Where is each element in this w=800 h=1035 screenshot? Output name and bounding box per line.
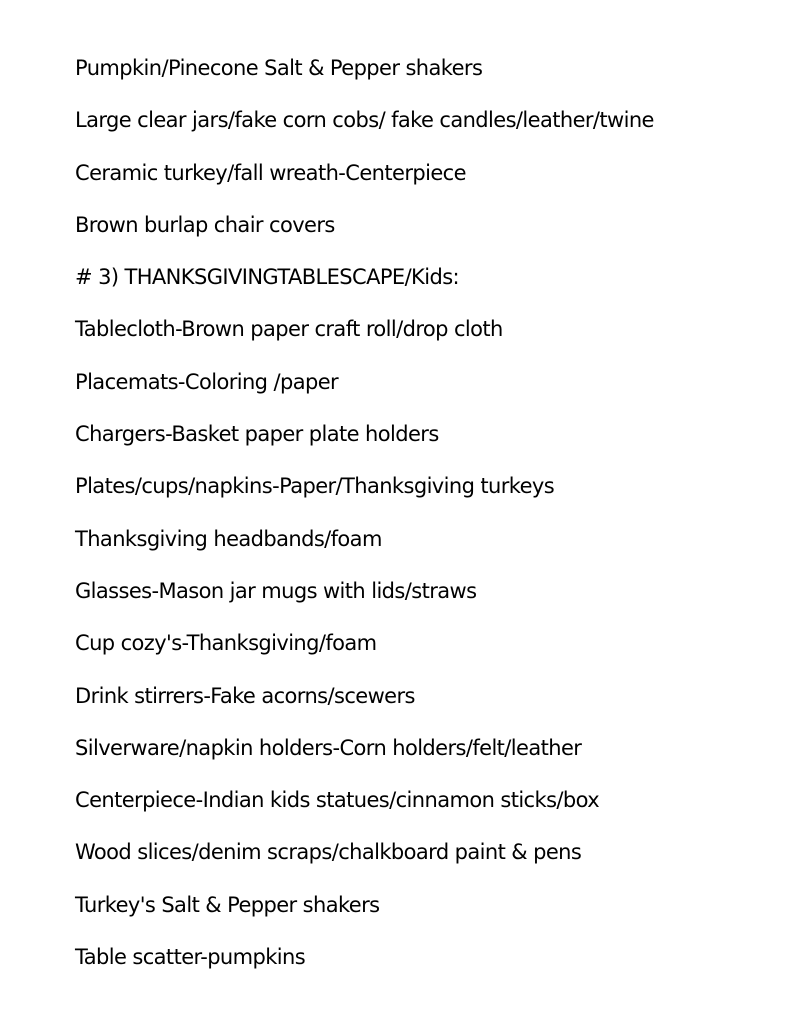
text-line: Table scatter-pumpkins: [75, 945, 306, 970]
text-line: Ceramic turkey/fall wreath-Centerpiece: [75, 160, 466, 185]
text-line: Brown burlap chair covers: [75, 212, 335, 237]
text-line: Turkey's Salt & Pepper shakers: [75, 892, 380, 917]
text-lines: [75, 52, 785, 993]
text-line: Plates/cups/napkins-Paper/Thanksgiving turkeys: [75, 474, 555, 499]
text-line: Cup cozy's-Thanksgiving/foam: [75, 631, 377, 656]
text-line: Wood slices/denim scraps/chalkboard paint & pens: [75, 840, 582, 865]
text-line: Thanksgiving headbands/foam: [75, 526, 382, 551]
text-line: Glasses-Mason jar mugs with lids/straws: [75, 578, 477, 603]
section-heading: # 3) THANKSGIVINGTABLESCAPE/Kids:: [75, 265, 460, 290]
text-line: Placemats-Coloring /paper: [75, 369, 339, 394]
text-line: Large clear jars/fake corn cobs/ fake candles/leather/twine: [75, 108, 654, 133]
text-line: Silverware/napkin holders-Corn holders/felt/leather: [75, 735, 582, 760]
text-line: Pumpkin/Pinecone Salt & Pepper shakers: [75, 56, 483, 80]
text-line: Chargers-Basket paper plate holders: [75, 422, 439, 447]
text-line: Centerpiece-Indian kids statues/cinnamon sticks/box: [75, 788, 600, 813]
text-line: Tablecloth-Brown paper craft roll/drop cloth: [75, 317, 503, 342]
text-line: Drink stirrers-Fake acorns/scewers: [75, 683, 415, 708]
